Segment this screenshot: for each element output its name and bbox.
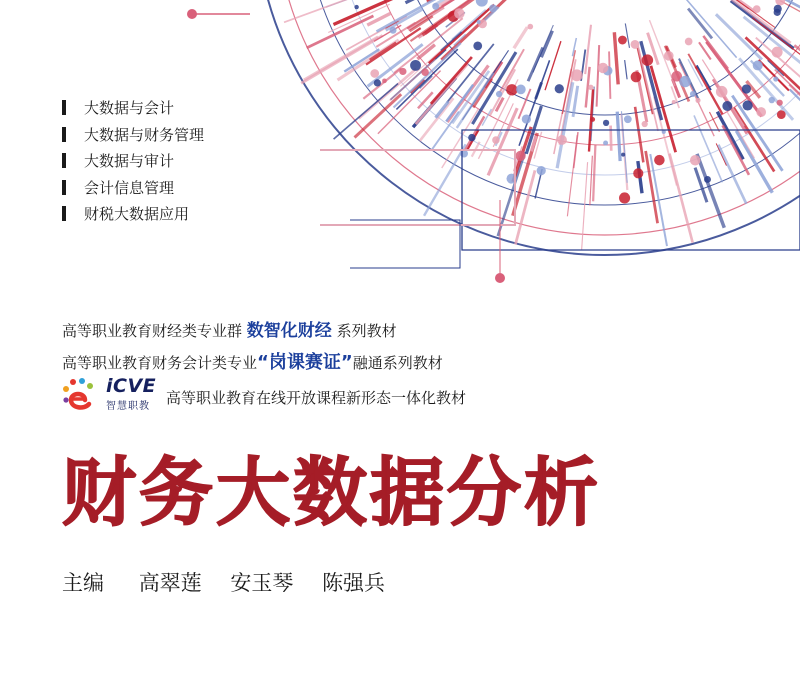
decor-dot (743, 100, 753, 110)
decor-dot (382, 78, 387, 83)
textbook-type-description: 高等职业教育在线开放课程新形态一体化教材 (166, 389, 467, 407)
decor-dot (399, 68, 406, 75)
decor-dot (704, 176, 711, 183)
decor-tick (436, 102, 449, 118)
decor-bracket (320, 150, 515, 225)
list-bullet (62, 153, 66, 168)
decor-dot (774, 5, 782, 13)
decor-dot (516, 85, 526, 95)
decor-tick (514, 27, 527, 48)
series-line-highlight: “岗课赛证” (257, 352, 353, 373)
decor-tick (718, 145, 746, 204)
decor-dot (777, 100, 783, 106)
decor-dot (769, 97, 775, 103)
decor-dot (537, 166, 546, 175)
list-bullet (62, 100, 66, 115)
decor-tick (590, 156, 593, 206)
icve-logo-wordmark: iCVE (106, 375, 157, 397)
series-line-suffix: 融通系列教材 (352, 354, 443, 372)
decor-dot (603, 141, 608, 146)
decor-tick (573, 86, 578, 117)
series-item-label: 大数据与财务管理 (84, 125, 205, 144)
decor-dot (527, 24, 533, 30)
decor-dot (618, 36, 627, 45)
decor-dot (421, 68, 429, 76)
list-bullet (62, 206, 66, 221)
decor-dot (773, 76, 778, 81)
decor-dot (571, 69, 583, 81)
decor-dot (557, 135, 567, 145)
decor-tick (541, 31, 552, 57)
series-line-prefix: 高等职业教育财务会计类专业 (62, 354, 258, 372)
decor-dot (432, 3, 439, 10)
decor-tick (452, 71, 489, 124)
decor-tick (617, 112, 620, 161)
decor-tick (424, 144, 466, 215)
series-item-label: 大数据与会计 (84, 99, 175, 117)
author-name: 陈强兵 (322, 571, 386, 595)
decor-tick (533, 25, 553, 72)
series-line-accounting (62, 348, 443, 374)
series-line-prefix: 高等职业教育财经类专业群 (62, 322, 243, 340)
author-line (62, 567, 407, 597)
series-item (62, 204, 204, 231)
decor-dot (775, 0, 785, 6)
decor-bracket (350, 220, 460, 268)
decor-dot (633, 168, 643, 178)
decor-dot (624, 115, 632, 123)
decor-dot (777, 110, 786, 119)
decor-dot (454, 8, 465, 19)
decor-dot (690, 155, 700, 165)
series-line-suffix: 系列教材 (336, 322, 397, 340)
decor-dot (631, 40, 640, 49)
decor-dot (506, 84, 517, 95)
decor-dot (477, 20, 481, 24)
decor-dot (716, 86, 728, 98)
decor-dot (603, 120, 609, 126)
decor-dot (468, 134, 475, 141)
decor-tick (670, 154, 693, 243)
decor-dot (753, 60, 763, 70)
decor-tick (597, 45, 600, 107)
decor-tick (488, 108, 517, 175)
decor-dot (588, 85, 593, 90)
decor-dot (476, 0, 488, 7)
decor-dot (489, 4, 497, 12)
decor-dot (679, 76, 690, 87)
decor-tick (515, 170, 535, 244)
decor-dot (410, 60, 421, 71)
author-name: 高翠莲 (138, 571, 202, 595)
decor-dot (672, 100, 676, 104)
decor-dot (664, 51, 674, 61)
decor-dot (492, 136, 500, 144)
decor-dot (756, 107, 766, 117)
decor-dot (690, 91, 696, 97)
decor-dot (695, 98, 700, 103)
series-item (62, 178, 204, 205)
series-item-label: 会计信息管理 (84, 178, 175, 197)
series-line-highlight: 数智化财经 (246, 321, 332, 341)
decor-dot (473, 41, 482, 50)
decor-dot (187, 9, 197, 19)
series-item (62, 125, 204, 152)
decor-tick (697, 154, 724, 228)
decor-dot (370, 69, 379, 78)
decor-tick (367, 13, 390, 25)
decor-dot (642, 54, 653, 65)
series-item-label: 财税大数据应用 (84, 205, 190, 223)
book-title: 财务大数据分析 (62, 450, 601, 536)
decor-tick (635, 107, 643, 163)
decor-tick (582, 162, 588, 250)
decor-dot (742, 84, 751, 93)
decor-tick (688, 9, 712, 39)
decor-dot (753, 5, 761, 13)
decor-dot (619, 192, 630, 203)
decor-tick (614, 32, 618, 84)
decor-dot (598, 63, 608, 73)
decor-tick (585, 25, 591, 74)
decor-dot (621, 153, 625, 157)
decor-dot (772, 47, 783, 58)
icve-logo-subtitle: 智慧职教 (106, 401, 150, 412)
series-item-label: 大数据与审计 (84, 152, 175, 170)
decor-dot (722, 101, 732, 111)
decor-tick (334, 83, 398, 139)
list-bullet (62, 127, 66, 142)
decor-tick (593, 145, 595, 201)
author-role-label: 主编 (62, 571, 104, 595)
decor-tick (625, 23, 629, 47)
decor-dot (590, 117, 595, 122)
decor-dot (522, 114, 531, 123)
decor-tick (370, 42, 396, 59)
decor-dot (374, 79, 381, 86)
decor-dot (631, 72, 642, 83)
list-bullet (62, 180, 66, 195)
decor-dot (390, 27, 397, 34)
decor-dot (354, 5, 358, 9)
decor-dot (555, 84, 564, 93)
series-item (62, 98, 204, 125)
decor-tick (528, 47, 543, 81)
decor-tick (611, 126, 612, 151)
decor-dot (642, 121, 648, 127)
series-line-finance-group (62, 316, 397, 341)
series-item (62, 151, 204, 178)
decor-tick (567, 135, 577, 216)
icve-logo-icon (62, 378, 96, 414)
series-program-list (62, 98, 204, 231)
decor-dot (496, 91, 502, 97)
decor-dot (515, 151, 525, 161)
decor-dot (654, 155, 665, 166)
author-name: 安玉琴 (230, 571, 294, 595)
decor-tick (625, 60, 627, 79)
decor-dot (685, 38, 693, 46)
